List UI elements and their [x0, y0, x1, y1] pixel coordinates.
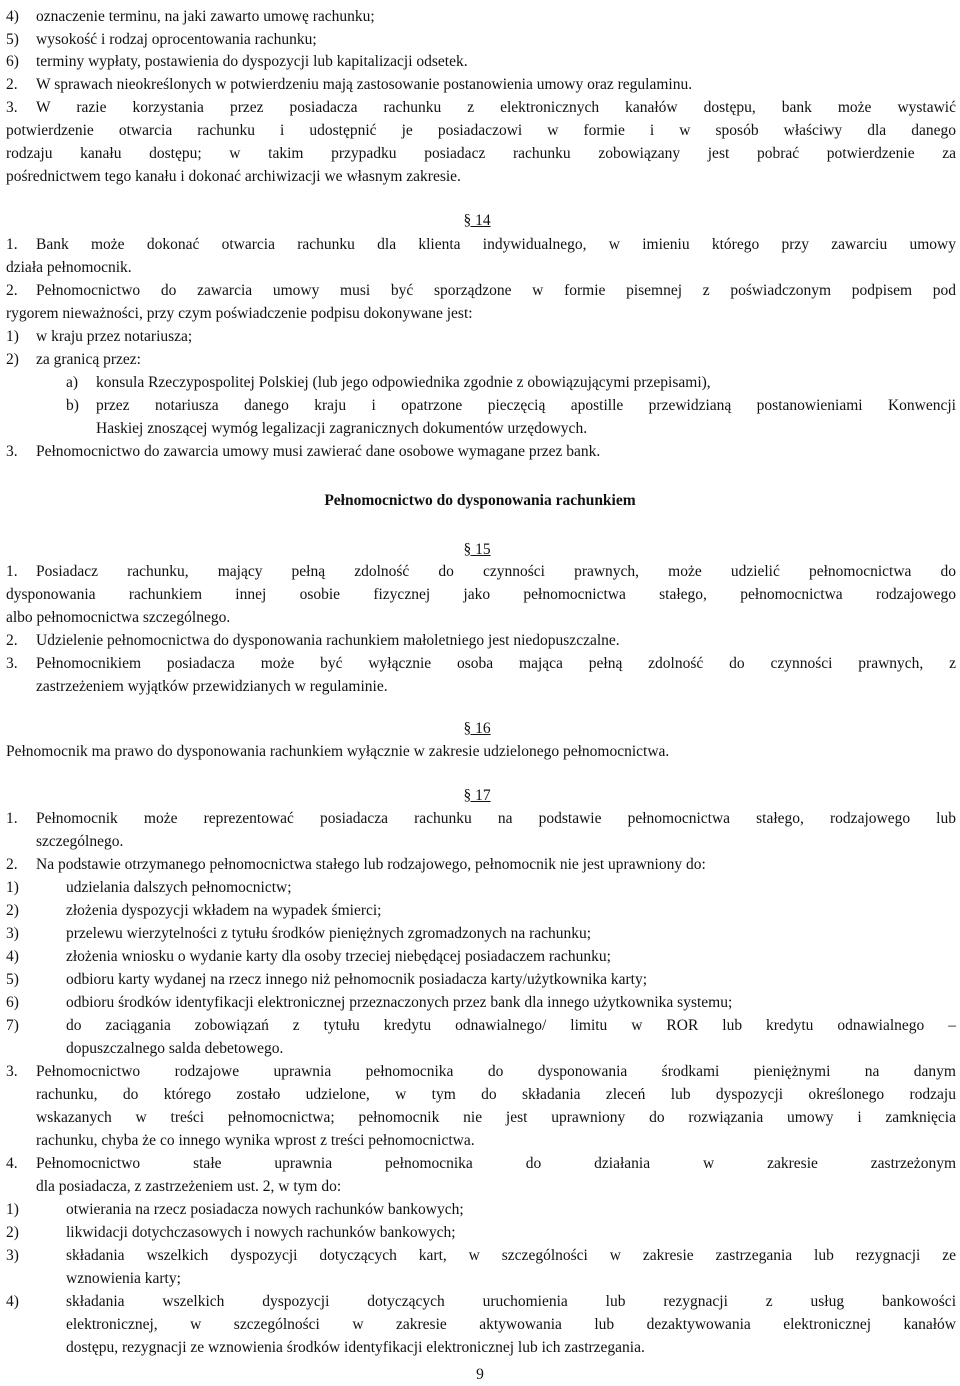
line-text: likwidacji dotychczasowych i nowych rachunków bankowych; — [66, 1224, 456, 1241]
line-text: Pełnomocnikiem posiadacza może być wyłącznie osoba mająca pełną zdolność do czynności prawnych, z — [36, 655, 956, 672]
list-marker: 3. — [6, 1063, 18, 1080]
list-marker: 3) — [6, 1247, 19, 1264]
line-text: Bank może dokonać otwarcia rachunku dla klienta indywidualnego, w imieniu którego przy zawarciu umowy — [36, 236, 956, 253]
line-text: Pełnomocnictwo do zawarcia umowy musi zawierać dane osobowe wymagane przez bank. — [36, 443, 601, 460]
line-text: za granicą przez: — [36, 351, 141, 368]
line-text: albo pełnomocnictwa szczególnego. — [6, 609, 231, 626]
section-heading — [0, 210, 954, 232]
list-marker: 4) — [6, 948, 19, 965]
section-number: § 14 — [463, 212, 491, 229]
line-text: wskazanych w treści pełnomocnictwa; pełnomocnik nie jest uprawniony do rozwiązania umowy i zamknięcia — [36, 1109, 956, 1126]
line-text: odbioru środków identyfikacji elektronicznej przeznaczonych przez bank dla innego użytkownika systemu; — [66, 994, 733, 1011]
list-marker: 4. — [6, 1155, 18, 1172]
line-text: rachunku, chyba że co innego wynika wprost z treści pełnomocnictwa. — [36, 1132, 475, 1149]
line-text: przelewu wierzytelności z tytułu środków pieniężnych zgromadzonych na rachunku; — [66, 925, 592, 942]
line-text: Udzielenie pełnomocnictwa do dysponowania rachunkiem małoletniego jest niedopuszczalne. — [36, 632, 620, 649]
line-text: elektronicznej, w szczególności w zakresie aktywowania lub dezaktywowania elektronicznej kanałów — [66, 1316, 956, 1333]
list-marker: 2. — [6, 856, 18, 873]
list-marker: 3) — [6, 925, 19, 942]
list-marker: 3. — [6, 443, 18, 460]
section-heading — [0, 785, 954, 807]
list-marker: 2. — [6, 282, 18, 299]
list-marker: 1) — [6, 328, 19, 345]
line-text: odbioru karty wydanej na rzecz innego niż pełnomocnik posiadacza karty/użytkownika karty; — [66, 971, 648, 988]
list-marker: 4) — [6, 1293, 19, 1310]
list-marker: 1. — [6, 810, 18, 827]
list-marker: b) — [66, 397, 79, 414]
line-text: składania wszelkich dyspozycji dotyczących kart, w szczególności w zakresie zastrzegania lub rezygnacji ze — [66, 1247, 956, 1264]
list-marker: 5) — [6, 971, 19, 988]
line-text: w kraju przez notariusza; — [36, 328, 193, 345]
line-text: wznowienia karty; — [66, 1270, 181, 1287]
line-text: Na podstawie otrzymanego pełnomocnictwa stałego lub rodzajowego, pełnomocnik nie jest uprawniony do: — [36, 856, 706, 873]
line-text: W sprawach nieokreślonych w potwierdzeniu mają zastosowanie postanowienia umowy oraz regulaminu. — [36, 76, 693, 93]
section-heading — [0, 539, 954, 561]
line-text: do zaciągania zobowiązań z tytułu kredytu odnawialnego/ limitu w ROR lub kredytu odnawialnego – — [66, 1017, 956, 1034]
line-text: dostępu, rezygnacji ze wznowienia środków identyfikacji elektronicznej lub ich zastrzegania. — [66, 1339, 645, 1356]
line-text: Posiadacz rachunku, mający pełną zdolność do czynności prawnych, może udzielić pełnomocnictwa do — [36, 563, 956, 580]
line-text: oznaczenie terminu, na jaki zawarto umowę rachunku; — [36, 8, 375, 25]
line-text: W razie korzystania przez posiadacza rachunku z elektronicznych kanałów dostępu, bank może wystawić — [36, 99, 956, 116]
line-text: pośrednictwem tego kanału i dokonać archiwizacji we własnym zakresie. — [6, 168, 461, 185]
line-text: wysokość i rodzaj oprocentowania rachunku; — [36, 31, 317, 48]
list-marker: 3. — [6, 99, 18, 116]
line-text: Pełnomocnictwo rodzajowe uprawnia pełnomocnika do dysponowania środkami pieniężnymi na danym — [36, 1063, 956, 1080]
list-marker: 4) — [6, 8, 19, 25]
list-marker: a) — [66, 374, 79, 391]
list-marker: 1) — [6, 1201, 19, 1218]
line-text: terminy wypłaty, postawienia do dyspozycji lub kapitalizacji odsetek. — [36, 53, 468, 70]
section-number: § 17 — [463, 787, 491, 804]
page-number: 9 — [476, 1366, 484, 1383]
list-marker: 2) — [6, 351, 19, 368]
line-text: Pełnomocnictwo stałe uprawnia pełnomocnika do działania w zakresie zastrzeżonym — [36, 1155, 956, 1172]
line-text: dysponowania rachunkiem innej osobie fizycznej jako pełnomocnictwa stałego, pełnomocnictwa rodzajowego — [6, 586, 956, 603]
list-marker: 3. — [6, 655, 18, 672]
subheading: Pełnomocnictwo do dysponowania rachunkiem — [324, 492, 636, 509]
line-text: konsula Rzeczypospolitej Polskiej (lub jego odpowiednika zgodnie z obowiązującymi przepisami), — [96, 374, 711, 391]
line-text: składania wszelkich dyspozycji dotyczących uruchomienia lub rezygnacji z usług bankowości — [66, 1293, 956, 1310]
list-marker: 2. — [6, 632, 18, 649]
list-marker: 1) — [6, 879, 19, 896]
line-text: Pełnomocnictwo do zawarcia umowy musi być sporządzone w formie pisemnej z poświadczonym podpisem pod — [36, 282, 956, 299]
list-marker: 2) — [6, 902, 19, 919]
line-text: potwierdzenie otwarcia rachunku i udostępnić je posiadaczowi w formie i w sposób właściwy dla danego — [6, 122, 956, 139]
line-text: rodzaju kanału dostępu; w takim przypadku posiadacz rachunku zobowiązany jest pobrać potwierdzenie za — [6, 145, 956, 162]
line-text: Pełnomocnik może reprezentować posiadacza rachunku na podstawie pełnomocnictwa stałego, rodzajowego lub — [36, 810, 956, 827]
line-text: zastrzeżeniem wyjątków przewidzianych w regulaminie. — [36, 678, 388, 695]
list-marker: 1. — [6, 236, 18, 253]
line-text: złożenia wniosku o wydanie karty dla osoby trzeciej niebędącej posiadaczem rachunku; — [66, 948, 611, 965]
line-text: Haskiej znoszącej wymóg legalizacji zagranicznych dokumentów urzędowych. — [96, 420, 588, 437]
line-text: działa pełnomocnik. — [6, 259, 132, 276]
line-text: udzielania dalszych pełnomocnictw; — [66, 879, 292, 896]
section-heading — [0, 718, 954, 740]
section-number: § 16 — [463, 720, 491, 737]
section-number: § 15 — [463, 541, 491, 558]
line-text: rygorem nieważności, przy czym poświadczenie podpisu dokonywane jest: — [6, 305, 473, 322]
line-text: złożenia dyspozycji wkładem na wypadek śmierci; — [66, 902, 382, 919]
list-marker: 2) — [6, 1224, 19, 1241]
line-text: rachunku, do którego zostało udzielone, w tym do składania zleceń lub dyspozycji określonego rodzaju — [36, 1086, 956, 1103]
line-text: Pełnomocnik ma prawo do dysponowania rachunkiem wyłącznie w zakresie udzielonego pełnomocnictwa. — [6, 743, 670, 760]
list-marker: 2. — [6, 76, 18, 93]
list-marker: 5) — [6, 31, 19, 48]
line-text: szczególnego. — [36, 833, 124, 850]
line-text: otwierania na rzecz posiadacza nowych rachunków bankowych; — [66, 1201, 464, 1218]
list-marker: 7) — [6, 1017, 19, 1034]
list-marker: 6) — [6, 994, 19, 1011]
line-text: dla posiadacza, z zastrzeżeniem ust. 2, w tym do: — [36, 1178, 342, 1195]
list-marker: 1. — [6, 563, 18, 580]
line-text: dopuszczalnego salda debetowego. — [66, 1040, 284, 1057]
line-text: przez notariusza danego kraju i opatrzone pieczęcią apostille przewidzianą postanowieniami Konwencji — [96, 397, 956, 414]
list-marker: 6) — [6, 53, 19, 70]
